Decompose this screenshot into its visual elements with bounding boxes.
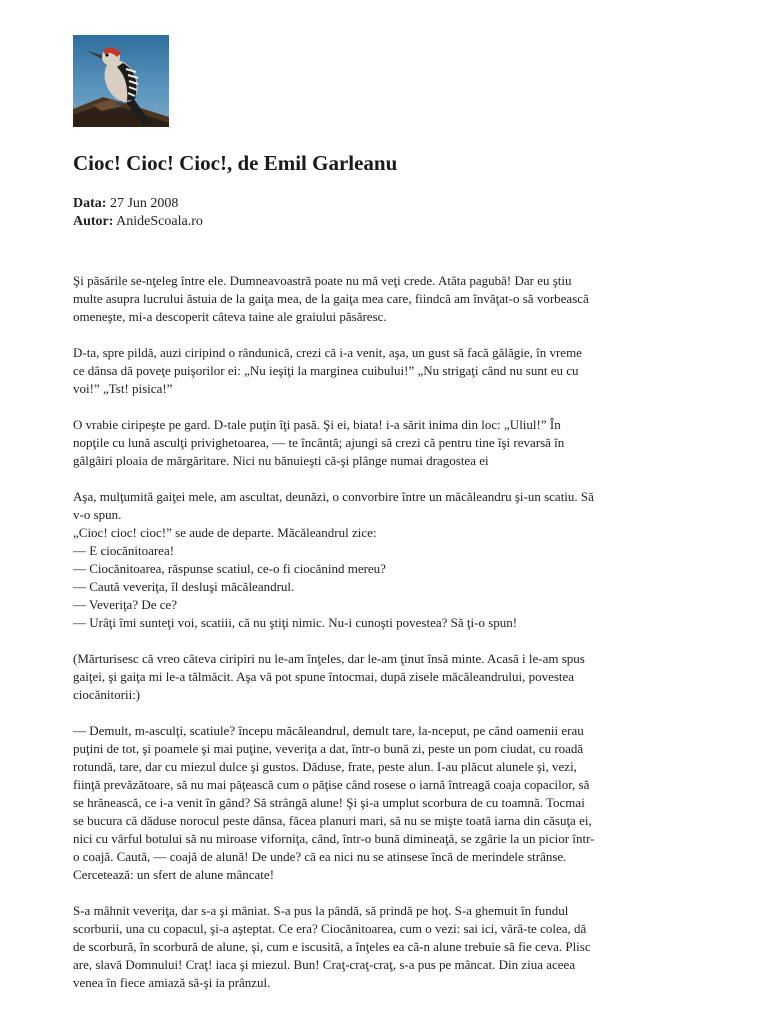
paragraph (73, 488, 703, 632)
text-line: venea în fiece amiază să-şi ia prânzul. (73, 975, 271, 990)
text-line: — Caută veveriţa, îl desluşi măcăleandrul. (73, 579, 295, 594)
text-line: voi!” „Tst! pisica!” (73, 381, 173, 396)
text-line: de scorbură, în scorbură de alune, şi, cum e iscusită, a înţeles ea că-n alune trebuie să fie ceva. Plisc (73, 939, 591, 954)
paragraph (73, 416, 703, 470)
text-line: Aşa, mulţumită gaiţei mele, am ascultat, deunăzi, o convorbire între un măcăleandru şi-un scatiu. Să (73, 489, 594, 504)
paragraph (73, 650, 703, 704)
text-line: D-ta, spre pildă, auzi ciripind o rândunică, crezi că i-a venit, aşa, un gust să facă gălăgie, în vreme (73, 345, 582, 360)
date-value: 27 Jun 2008 (109, 196, 179, 211)
text-line: Şi păsările se-nţeleg între ele. Dumneavoastră poate nu mă veţi crede. Atâta pagubă! Dar eu ştiu (73, 273, 572, 288)
text-line: puţini de tot, şi poamele şi mai puţine, veveriţa a dat, într-o bună zi, peste un pom ciudat, cu roadă (73, 741, 584, 756)
text-line: ciocănitorii:) (73, 687, 141, 702)
article-body (73, 272, 703, 1010)
text-line: fiinţă prevăzătoare, să nu mai păţească cum o păţise când rosese o iarnă întreagă coaja copacilor, să (73, 777, 590, 792)
text-line: nici cu vârful botului să nu miroase viforniţa, când, într-o bună dimineaţă, se zgârie la un picior într- (73, 831, 595, 846)
article-meta (73, 195, 203, 231)
paragraph (73, 344, 703, 398)
text-line: rotundă, tare, dar cu miezul dulce şi gustos. Dăduse, frate, peste alun. I-au plăcut alunele şi, vezi, (73, 759, 577, 774)
paragraph (73, 722, 703, 884)
text-line: nopţile cu lună asculţi privighetoarea, — te încântă; ajungi să crezi că pentru tine îşi revarsă în (73, 435, 565, 450)
text-line: se hrănească, ce i-a venit în gând? Să strângă alune! Şi şi-a umplut scorbura de cu toamnă. Tocmai (73, 795, 585, 810)
text-line: multe asupra lucrului ăstuia de la gaiţa mea, de la gaiţa mea care, fiindcă am învăţat-o să vorbească (73, 291, 589, 306)
text-line: — Urâţi îmi sunteţi voi, scatiii, că nu ştiţi nimic. Nu-i cunoşti povestea? Să ţi-o spun! (73, 615, 518, 630)
text-line: se bucura că dăduse norocul peste dânsa, făcea planuri mari, să nu se mişte toată iarna din căsuţa ei, (73, 813, 592, 828)
text-line: — E ciocănitoarea! (73, 543, 175, 558)
paragraph (73, 902, 703, 992)
text-line: v-o spun. (73, 507, 122, 522)
text-line: — Ciocănitoarea, răspunse scatiul, ce-o fi ciocănind mereu? (73, 561, 386, 576)
date-label: Data: (73, 196, 107, 211)
article-title: Cioc! Cioc! Cioc!, de Emil Garleanu (73, 151, 398, 175)
author-label: Autor: (73, 214, 114, 229)
date-row (73, 195, 203, 213)
text-line: O vrabie ciripeşte pe gard. D-tale puţin îţi pasă. Şi ei, biata! i-a sărit inima din loc: „Uliul!” În (73, 417, 561, 432)
text-line: — Veveriţa? De ce? (73, 597, 178, 612)
text-line: „Cioc! cioc! cioc!” se aude de departe. Măcăleandrul zice: (73, 525, 377, 540)
author-row (73, 213, 203, 231)
text-line: gaiţei, şi gaiţa mi le-a tălmăcit. Aşa vă pot spune întocmai, după zisele măcăleandrului, povestea (73, 669, 575, 684)
text-line: (Mărturisesc că vreo câteva ciripiri nu le-am înţeles, dar le-am ţinut însă minte. Acasă i le-am spus (73, 651, 585, 666)
text-line: ce dânsa dă poveţe puişorilor ei: „Nu ieşiţi la marginea cuibului!” „Nu strigaţi când nu sunt eu cu (73, 363, 579, 378)
text-line: gâlgâiri ploaia de mărgăritare. Nici nu bănuieşti că-şi plânge numai dragostea ei (73, 453, 489, 468)
text-line: scorburii, una cu copacul, şi-a aşteptat. Ce era? Ciocănitoarea, cum o vezi: sai ici, vârâ-te colea, dă (73, 921, 587, 936)
paragraph (73, 272, 703, 326)
text-line: o coajă. Caută, — coajă de alună! De unde? că ea nici nu se atinsese încă de merindele strânse. (73, 849, 567, 864)
woodpecker-illustration (73, 35, 169, 127)
text-line: omeneşte, mi-a descoperit câteva taine ale graiului păsăresc. (73, 309, 387, 324)
text-line: — Demult, m-asculţi, scatiule? începu măcăleandrul, demult tare, la-nceput, pe când oamenii erau (73, 723, 584, 738)
woodpecker-image (73, 35, 169, 127)
text-line: S-a mâhnit veveriţa, dar s-a şi mâniat. S-a pus la pândă, să prindă pe hoţ. S-a ghemuit în fundul (73, 903, 569, 918)
author-value: AnideScoala.ro (116, 214, 203, 229)
text-line: are, slavă Domnului! Craţ! iaca şi miezul. Bun! Craţ-craţ-craţ, s-a pus pe mâncat. Din ziua aceea (73, 957, 576, 972)
text-line: Cercetează: un sfert de alune mâncate! (73, 867, 275, 882)
